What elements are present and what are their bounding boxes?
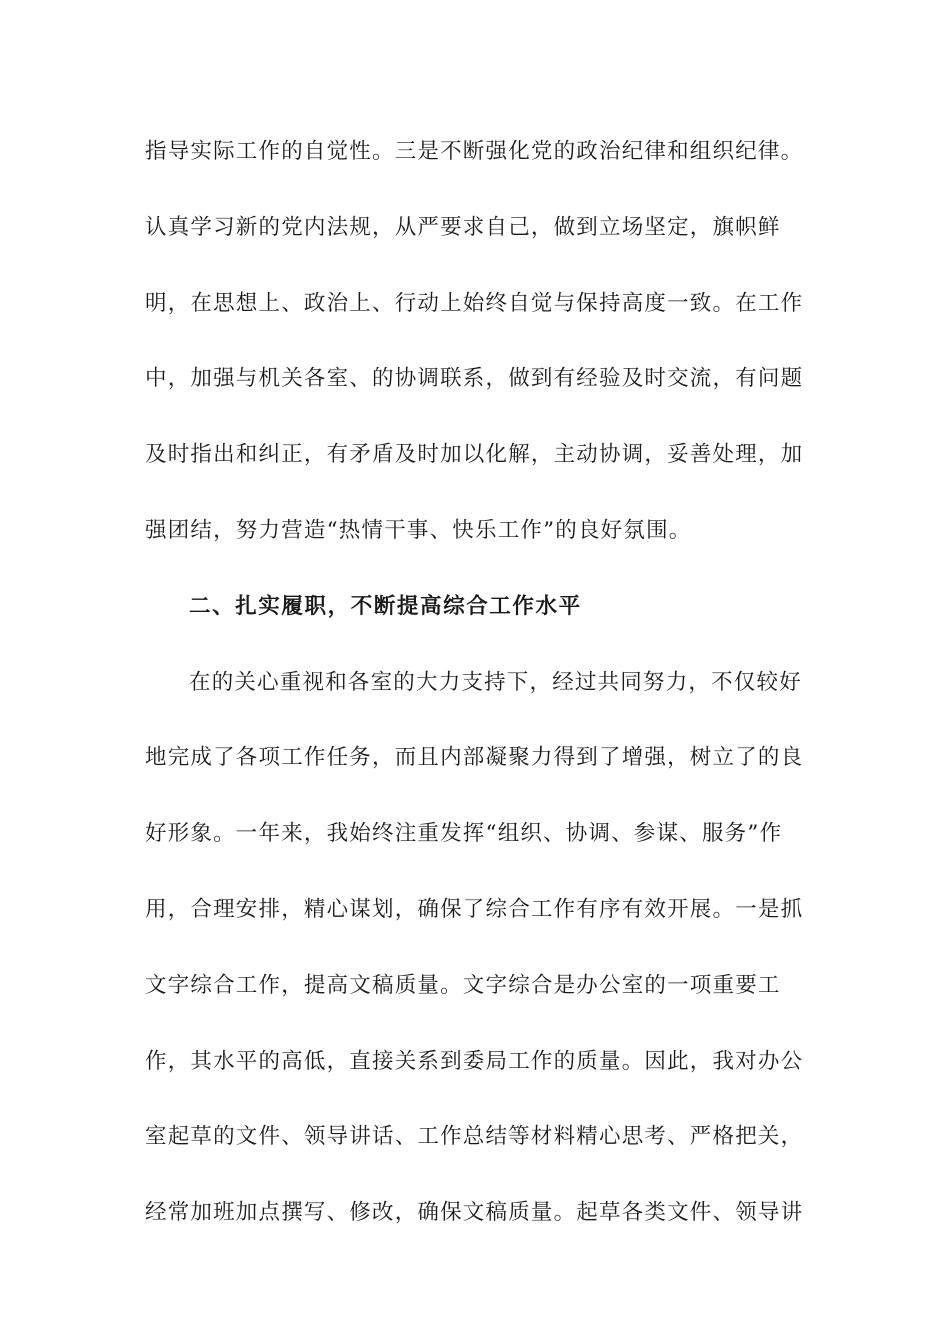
paragraph-line: 经常加班加点撰写、修改，确保文稿质量。起草各类文件、领导讲 — [145, 1200, 804, 1226]
paragraph-line: 用，合理安排，精心谋划，确保了综合工作有序有效开展。一是抓 — [145, 896, 804, 922]
section-heading: 二、扎实履职，不断提高综合工作水平 — [189, 593, 582, 619]
paragraph-line: 强团结，努力营造“热情干事、快乐工作”的良好氛围。 — [145, 517, 692, 543]
paragraph-line: 认真学习新的党内法规，从严要求自己，做到立场坚定，旗帜鲜 — [145, 214, 781, 240]
paragraph-line: 作，其水平的高低，直接关系到委局工作的质量。因此，我对办公 — [145, 1048, 804, 1074]
paragraph-line: 地完成了各项工作任务，而且内部凝聚力得到了增强，树立了的良 — [145, 745, 804, 771]
document-body — [145, 128, 805, 1265]
paragraph-line: 明，在思想上、政治上、行动上始终自觉与保持高度一致。在工作 — [145, 290, 804, 316]
paragraph-line: 好形象。一年来，我始终注重发挥“组织、协调、参谋、服务”作 — [145, 821, 783, 847]
paragraph-line: 文字综合工作，提高文稿质量。文字综合是办公室的一项重要工 — [145, 972, 781, 998]
paragraph-line: 在的关心重视和各室的大力支持下，经过共同努力，不仅较好 — [189, 669, 802, 695]
paragraph-line: 中，加强与机关各室、的协调联系，做到有经验及时交流，有问题 — [145, 366, 804, 392]
paragraph-line: 及时指出和纠正，有矛盾及时加以化解，主动协调，妥善处理，加 — [145, 442, 804, 468]
paragraph-line: 室起草的文件、领导讲话、工作总结等材料精心思考、严格把关， — [145, 1124, 804, 1150]
paragraph-line: 指导实际工作的自觉性。三是不断强化党的政治纪律和组织纪律。 — [145, 139, 804, 164]
